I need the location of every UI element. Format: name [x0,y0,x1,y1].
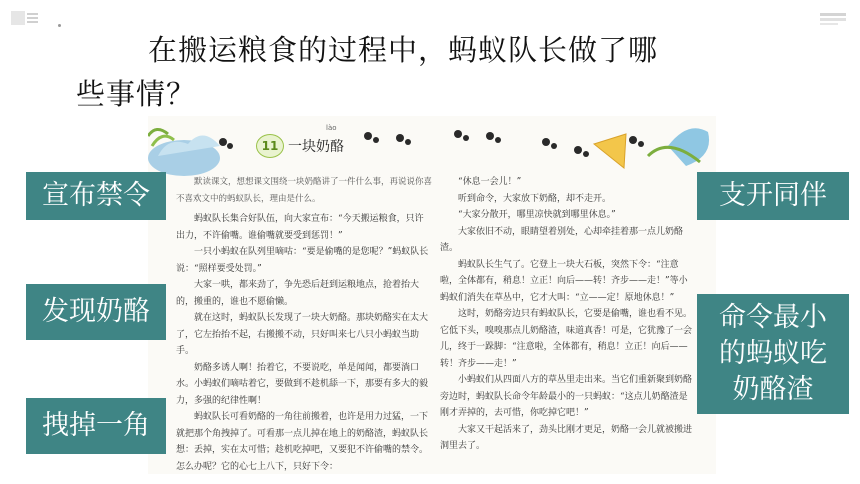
tag-label-line-1: 命令最小 [719,302,827,333]
tag-announce-ban[interactable] [26,172,166,220]
paragraph: 蚂蚁队长可看奶酪的一角往前搬着，也许是用力过猛，一下就把那个角拽掉了。可看那一点儿掉在地上的奶酪渣，蚂蚁队长想：丢掉，实在太可惜；趁机吃掉吧，又要犯不许偷嘴的禁令。怎么办呢？它的心七上八下，只好下令： [176,412,429,472]
paragraph: 一只小蚂蚁在队列里嘀咕：“要是偷嘴的是您呢？”蚂蚁队长说：“照样要受处罚。” [176,247,429,274]
paragraph: 蚂蚁队长集合好队伍，向大家宣布：“今天搬运粮食，只许出力，不许偷嘴。谁偷嘴就要受到惩罚！” [176,214,424,241]
paragraph: 大家又干起活来了，劲头比刚才更足，奶酪一会儿就被搬进洞里去了。 [440,424,693,451]
paragraph: 小蚂蚁们从四面八方的草丛里走出来。当它们重新聚到奶酪旁边时，蚂蚁队长命令年龄最小的一只蚂蚁：“这点儿奶酪渣是刚才弄掉的，去可惜，你吃掉它吧！” [440,375,693,418]
paragraph: 听到命令，大家放下奶酪，却不走开。 [458,193,612,204]
paragraph: “大家分散开，哪里凉快就到哪里休息。” [458,210,616,220]
paragraph: 奶酪多诱人啊！抬着它，不要说吃，单是闻闻，都要淌口水。小蚂蚁们嘀咕着它，要做到不趁机舔一下，那要有多大的毅力，多强的纪律性啊！ [176,362,429,406]
lesson-number-badge: 11 [256,134,284,158]
tag-label: 支开同伴 [719,180,827,211]
tag-order-youngest-ant[interactable] [697,294,849,414]
question-line-2: 些事情？ [76,77,197,111]
tag-label-line-3: 奶酪渣 [732,374,814,405]
tag-tear-corner[interactable] [26,398,166,454]
paragraph: 大家依旧不动，眼睛望着别处，心却牵挂着那一点儿奶酪渣。 [440,226,684,253]
tag-send-away-companions[interactable] [697,172,849,220]
paragraph: 这时，奶酪旁边只有蚂蚁队长，它要是偷嘴，谁也看不见。它低下头，嗅嗅那点儿奶酪渣，味道真香！可是，它犹豫了一会儿，终于一跺脚：“注意啦，全体都有，稍息！立正！向后——转！齐步——走！” [440,309,693,369]
paragraph: 就在这时，蚂蚁队长发现了一块大奶酪。那块奶酪实在太大了，它左抬抬不起，右搬搬不动，只好叫来七八只小蚂蚁当助手。 [176,313,429,356]
tag-label-line-2: 的蚂蚁吃 [719,338,827,369]
paragraph: “休息一会儿！” [458,177,522,187]
paragraph: 大家一哄，都来劲了，争先恐后赶到运粮地点，抢着抬大的，搬重的，谁也不愿偷懒。 [176,280,420,307]
slide-corner-decoration-icon [818,8,848,28]
decorative-dot [58,24,61,27]
lesson-title-pinyin: lào [326,124,337,132]
lesson-title: 一块奶酪 [288,139,344,155]
tag-label: 宣布禁令 [42,180,150,211]
textbook-left-column [176,174,432,474]
slide-corner-decoration-icon [10,8,40,28]
paragraph: 蚂蚁队长生气了。它登上一块大石板，突然下令：“注意啦，全体都有，稍息！立正！向后——转！齐步——走！”等小蚂蚁们消失在草丛中，它才大叫：“立——定！原地休息！” [440,259,688,303]
tag-label: 发现奶酪 [42,296,150,327]
tag-label: 拽掉一角 [42,410,150,441]
question-heading [76,28,776,116]
tag-discover-cheese[interactable] [26,284,166,340]
question-line-1: 在搬运粮食的过程中，蚂蚁队长做了哪 [148,33,659,67]
textbook-page [148,116,716,474]
reading-instruction: 默读课文，想想课文围绕一块奶酪讲了一件什么事，再说说你喜不喜欢文中的蚂蚁队长，理由是什么。 [176,177,433,204]
textbook-right-column [440,174,696,455]
ant-illustration [148,116,716,176]
